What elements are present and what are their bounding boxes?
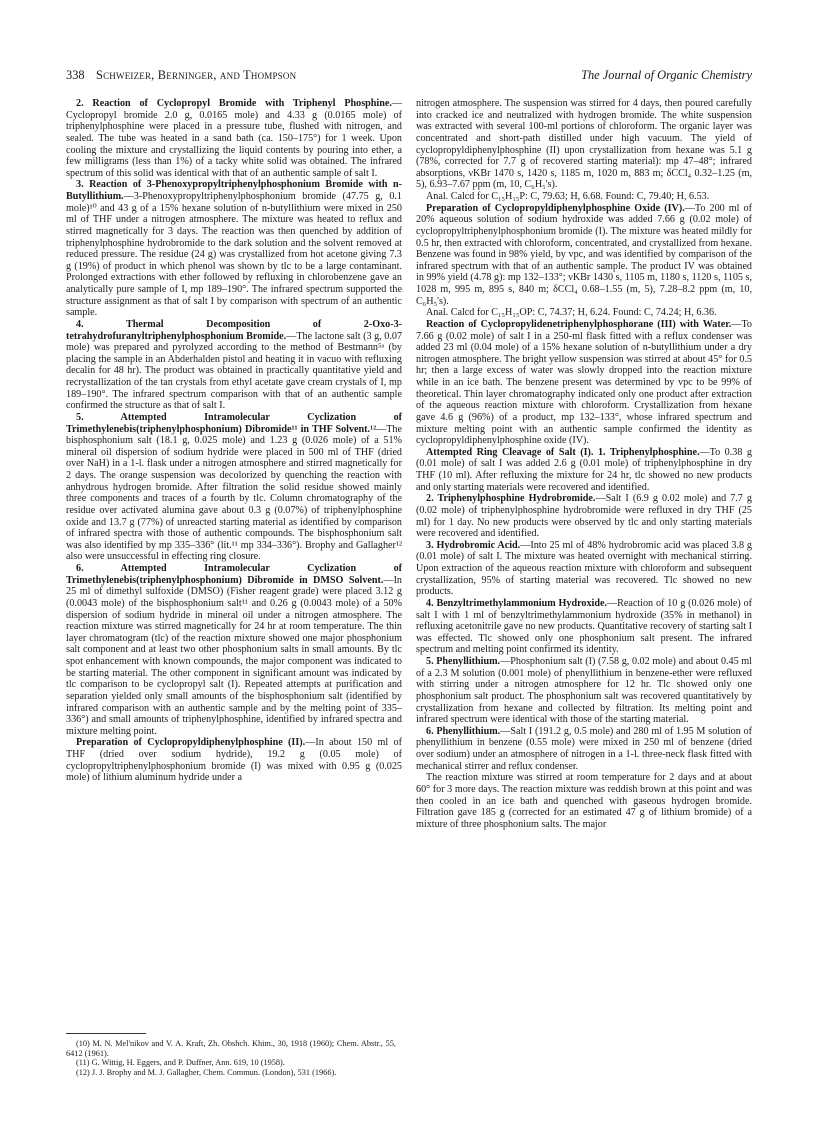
left-column bbox=[66, 98, 402, 784]
section-heading: Attempted Ring Cleavage of Salt (I). 1. Triphenylphosphine. bbox=[426, 446, 700, 458]
paragraph-text: —Salt I (191.2 g, 0.5 mole) and 280 ml of 1.95 M solution of phenyllithium in benzene (0.55 mole) were mixed in 250 ml of benzene (dried over sodium) under an atmosphere of nitrogen in a 1-l. three-neck flask fitted with mechanical stirrer and reflux condenser. bbox=[416, 725, 752, 772]
paragraph-text: —The bisphosphonium salt (18.1 g, 0.025 mole) and 1.23 g (0.026 mole) of a 51% mineral oil dispersion of sodium hydride were placed in 500 ml of THF (dried over NaH) in a 1-l. flask under a nitrogen atmosphere and stirred magnetically for 2 days. The orange suspension was decolorized by quenching the reaction with anhydrous hydrogen bromide. After filtration the solid residue showed mainly three components and traces of a fourth by tlc. Column chromatography of the residue over activated alumina gave about 0.3 g (0.07%) of triphenylphosphine oxide and 13.7 g (77%) of unreacted starting material as identified by comparison of infrared spectra with those of authentic compounds. The bisphosphonium salt was also identified by mp 335–336° (lit.¹¹ mp 334–336°). Brophy and Gallagher¹² also were unsuccessful in effecting ring closure. bbox=[66, 423, 402, 563]
footnote-rule bbox=[66, 1033, 146, 1034]
paragraph bbox=[66, 737, 402, 784]
paragraph bbox=[416, 656, 752, 726]
paragraph-text: —Salt I (6.9 g 0.02 mole) and 7.7 g (0.02 mole) of triphenylphosphine hydrobromide were refluxed in dry THF (25 ml) for 1 day. No new products were observed by tlc and only starting materials were recovered and identified. bbox=[416, 493, 752, 540]
footnote: (12) J. J. Brophy and M. J. Gallagher, Chem. Commun. (London), 531 (1966). bbox=[76, 1068, 337, 1078]
footnotes bbox=[66, 1033, 396, 1078]
paragraph bbox=[416, 493, 752, 540]
running-header bbox=[66, 68, 752, 86]
paragraph-text: —To 7.66 g (0.02 mole) of salt I in a 250-ml flask fitted with a reflux condenser was added 23 ml (0.04 mole) of a 15% hexane solution of n-butyllithium under a dry nitrogen atmosphere. The bright yellow suspension was stirred at about 45° for 0.5 hr; then a large excess of water was slowly dropped into the reaction mixture while in an ice bath. The benzene present was determined by vpc to be 99% of theoretical. Thin layer chromatography indicated only one product after extraction of the aqueous reaction mixture with chloroform. Crystallization from hexane gave 4.6 g (96%) of a product, mp 132–133°, whose infrared spectrum and mixture melting point with an authentic sample confirmed the identity as cyclopropyldiphenylphosphine oxide (IV). bbox=[416, 318, 752, 447]
footnote: (10) M. N. Mel'nikov and V. A. Kraft, Zh. Obshch. Khim., 30, 1918 (1960); Chem. Abstr., 55, 6412 (1961). bbox=[66, 1039, 396, 1058]
paragraph bbox=[416, 726, 752, 773]
analysis-line bbox=[416, 307, 752, 319]
paragraph bbox=[416, 319, 752, 447]
section-heading: 5. Phenyllithium. bbox=[426, 656, 501, 667]
paragraph bbox=[66, 412, 402, 563]
paragraph-text: nitrogen atmosphere. The suspension was stirred for 4 days, then poured carefully into cracked ice and neutralized with hydrogen bromide. The white suspension was extracted with several 100-ml portions of chloroform. The organic layer was concentrated and short-path distilled under high vacuum. The yield of cyclopropyldiphenylphosphine (II) upon crystallization from hexane was 5.1 g (78%, corrected for 7.7 g of recovered starting material): mp 47–48°; infrared absorptions, νKBr 1470 s, 1420 s, 1185 m, 1020 m, 883 m; δCCl₄ 0.32–1.25 (m, 5), 6.93–7.67 ppm (m, 10, C₆H₅'s). bbox=[416, 98, 752, 191]
paragraph bbox=[66, 98, 402, 179]
section-heading: Preparation of Cyclopropyldiphenylphosphine (II). bbox=[76, 737, 306, 749]
paragraph-text: The reaction mixture was stirred at room temperature for 2 days and at about 60° for 3 more days. The reaction mixture was reddish brown at this point and was then cooled in an ice bath and quenched with gaseous hydrogen bromide. Filtration gave 185 g (corrected for an estimated 47 g of lithium bromide) of a mixture of three phosphonium salts. The major bbox=[416, 772, 752, 830]
page-number: 338 bbox=[66, 68, 85, 82]
paragraph bbox=[416, 540, 752, 598]
section-heading: 3. Reaction of 3-Phenoxypropyltriphenylphosphonium Bromide with n-Butyllithium. bbox=[66, 179, 402, 202]
right-column bbox=[416, 98, 752, 830]
paragraph-text: —Cyclopropyl bromide 2.0 g, 0.0165 mole) and 4.33 g (0.0165 mole) of triphenylphosphine were placed in a pressure tube, flushed with nitrogen, and sealed. The tube was heated in a sand bath (ca. 150–175°) for 1 week. Upon cooling the mixture and crystallizing the liquid contents by pouring into ether, a few milligrams (less than 1%) of a tacky white solid was obtained. The infrared spectrum of this solid was identical with that of an authentic sample of salt I. bbox=[66, 98, 402, 179]
section-heading: 3. Hydrobromic Acid. bbox=[426, 539, 521, 551]
journal-name: The Journal of Organic Chemistry bbox=[581, 68, 752, 82]
paragraph-text: —Reaction of 10 g (0.026 mole) of salt I with 1 ml of benzyltrimethylammonium hydroxide (35% in methanol) in refluxing acetonitrile gave no new products. Quantitative recovery of starting salt I was effected. Tlc showed only one phosphonium salt present. The infrared spectrum and melting point confirmed its identity. bbox=[416, 597, 752, 656]
paragraph bbox=[416, 98, 752, 191]
paragraph-text: —3-Phenoxypropyltriphenylphosphonium bromide (47.75 g, 0.1 mole)¹⁰ and 43 g of a 15% hexane solution of n-butyllithium were mixed in 250 ml of THF under a nitrogen atmosphere. The mixture was heated to reflux and stirred magnetically for 3 days. The reaction was then quenched by addition of triphenylphosphine hydrobromide to the dark solution and the solvent removed at reduced pressure. The residue (24 g) was crystallized from hot acetone giving 7.3 g (19%) of product in which phenol was shown by tlc to be a large contaminant. Prolonged extractions with ether followed by refluxing in chlorobenzene gave an analytically pure sample of I, mp 189–190°. The infrared spectrum supported the structure assignment as that of salt I by comparison with spectrum of an authentic sample. bbox=[66, 191, 402, 319]
section-heading: 2. Reaction of Cyclopropyl Bromide with Triphenyl Phosphine. bbox=[76, 98, 392, 109]
section-heading: 4. Thermal Decomposition of 2-Oxo-3-tetrahydrofuranyltriphenylphosphonium Bromide. bbox=[66, 318, 402, 342]
section-heading: 6. Phenyllithium. bbox=[426, 725, 501, 737]
paragraph-text: —Phosphonium salt (I) (7.58 g, 0.02 mole) and about 0.45 ml of a 2.3 M solution (0.001 mole) of phenyllithium in benzene-ether were refluxed with stirring under a nitrogen atmosphere for 12 hr. Tlc showed only one phosphonium salt product. The phosphonium salt was recovered quantitatively by crystallization from hexane and collected by filtration. Its melting point and infrared spectrum were identical with those of the starting material. bbox=[416, 656, 752, 726]
paragraph-text: Anal. Calcd for C₁₅H₁₅P: C, 79.63; H, 6.68. Found: C, 79.40; H, 6.53. bbox=[426, 191, 710, 202]
section-heading: 2. Triphenylphosphine Hydrobromide. bbox=[426, 493, 596, 505]
paragraph bbox=[66, 563, 402, 737]
paragraph bbox=[416, 772, 752, 830]
paragraph-text: —In 25 ml of dimethyl sulfoxide (DMSO) (Fisher reagent grade) were placed 3.12 g (0.0043 mole) of the bisphosphonium salt¹¹ and 0.26 g (0.0043 mole) of a 50% dispersion of sodium hydride in mineral oil under a nitrogen atmosphere. The reaction mixture was stirred magnetically for 24 hr at room temperature. The thin layer chromatogram (tlc) of the reaction mixture showed one major phosphonium salt component and at least two other phosphonium salts in small amounts. By tlc spot enhancement with known compounds, the major component was indicated to be starting material. The other component in significant amount was indicated by tlc comparison to be cyclopropyl salt (I). Repeated attempts at purification and separation yielded only small amounts of the bisphosphonium salt (identified by infrared comparison with an authentic sample and by the melting point of 335–336°) and small amounts of triphenylphosphine, identified by infrared spectra and mixture melting point. bbox=[66, 574, 402, 737]
section-heading: 6. Attempted Intramolecular Cyclization of Trimethylenebis(triphenylphosphonium) Dibromide in DMSO Solvent. bbox=[66, 563, 402, 586]
paragraph-text: —To 200 ml of 20% aqueous solution of sodium hydroxide was added 7.66 g (0.02 mole) of cyclopropyltriphenylphosphonium bromide (I). The mixture was heated mildly for 0.5 hr, then extracted with chloroform, concentrated, and crystallized from hexane. Benzene was found in 98% yield, by vpc, and was identified by comparison of the infrared spectrum with that of an authentic sample. The product IV was obtained in 99% yield (4.78 g): mp 132–133°; νKBr 1430 s, 1105 m, 1180 s, 1120 s, 1105 s, 1028 m, 995 m, 895 s, 840 m; δCCl₄ 0.68–1.55 (m, 5), 7.28–8.2 ppm (m, 10, C₆H₅'s). bbox=[416, 202, 752, 307]
paragraph bbox=[416, 447, 752, 494]
section-heading: 5. Attempted Intramolecular Cyclization of Trimethylenebis(triphenylphosphonium) Dibromide¹¹ in THF Solvent.¹² bbox=[66, 411, 402, 435]
paragraph bbox=[66, 319, 402, 412]
paragraph-text: —In about 150 ml of THF (dried over sodium hydride), 19.2 g (0.05 mole) of cyclopropyltriphenylphosphonium bromide (I) was mixed with 0.95 g (0.025 mole) of lithium aluminum hydride under a bbox=[66, 737, 402, 784]
paragraph-text: —Into 25 ml of 48% hydrobromic acid was placed 3.8 g (0.01 mole) of salt I. The mixture was heated overnight with mechanical stirring. Upon extraction of the aqueous reaction mixture with chloroform and subsequent crystallization, 95% of starting material was recovered. Tlc showed no new products. bbox=[416, 539, 752, 598]
running-authors: Schweizer, Berninger, and Thompson bbox=[96, 68, 297, 82]
paragraph-text: Anal. Calcd for C₁₅H₁₅OP: C, 74.37; H, 6.24. Found: C, 74.24; H, 6.36. bbox=[426, 307, 717, 319]
analysis-line bbox=[416, 191, 752, 203]
paragraph-text: —The lactone salt (3 g, 0.07 mole) was prepared and pyrolyzed according to the method of Bestmann⁵ᵃ (by placing the sample in an Abderhalden pistol and heating it in vacuo with refluxing decalin for 48 hr). The product was obtained in practically quantitative yield and recrystallization of the tan crystals from ethyl acetate gave cream crystals of I, mp 189–190°. The infrared spectrum comparison with that of an authentic sample confirmed the structure as that of salt I. bbox=[66, 330, 403, 412]
paragraph-text: —To 0.38 g (0.01 mole) of salt I was added 2.6 g (0.01 mole) of triphenylphosphine in dry THF (10 ml). After refluxing the mixture for 24 hr, tlc showed no new products and only starting materials were recovered and identified. bbox=[416, 446, 752, 493]
paragraph bbox=[416, 203, 752, 308]
footnote: (11) G. Wittig, H. Eggers, and P. Duffner, Ann. 619, 10 (1958). bbox=[76, 1058, 285, 1068]
paragraph bbox=[416, 598, 752, 656]
section-heading: Preparation of Cyclopropyldiphenylphosphine Oxide (IV). bbox=[426, 202, 685, 214]
section-heading: Reaction of Cyclopropylidenetriphenylphosphorane (III) with Water. bbox=[426, 318, 732, 330]
paragraph bbox=[66, 179, 402, 319]
section-heading: 4. Benzyltrimethylammonium Hydroxide. bbox=[426, 597, 607, 609]
